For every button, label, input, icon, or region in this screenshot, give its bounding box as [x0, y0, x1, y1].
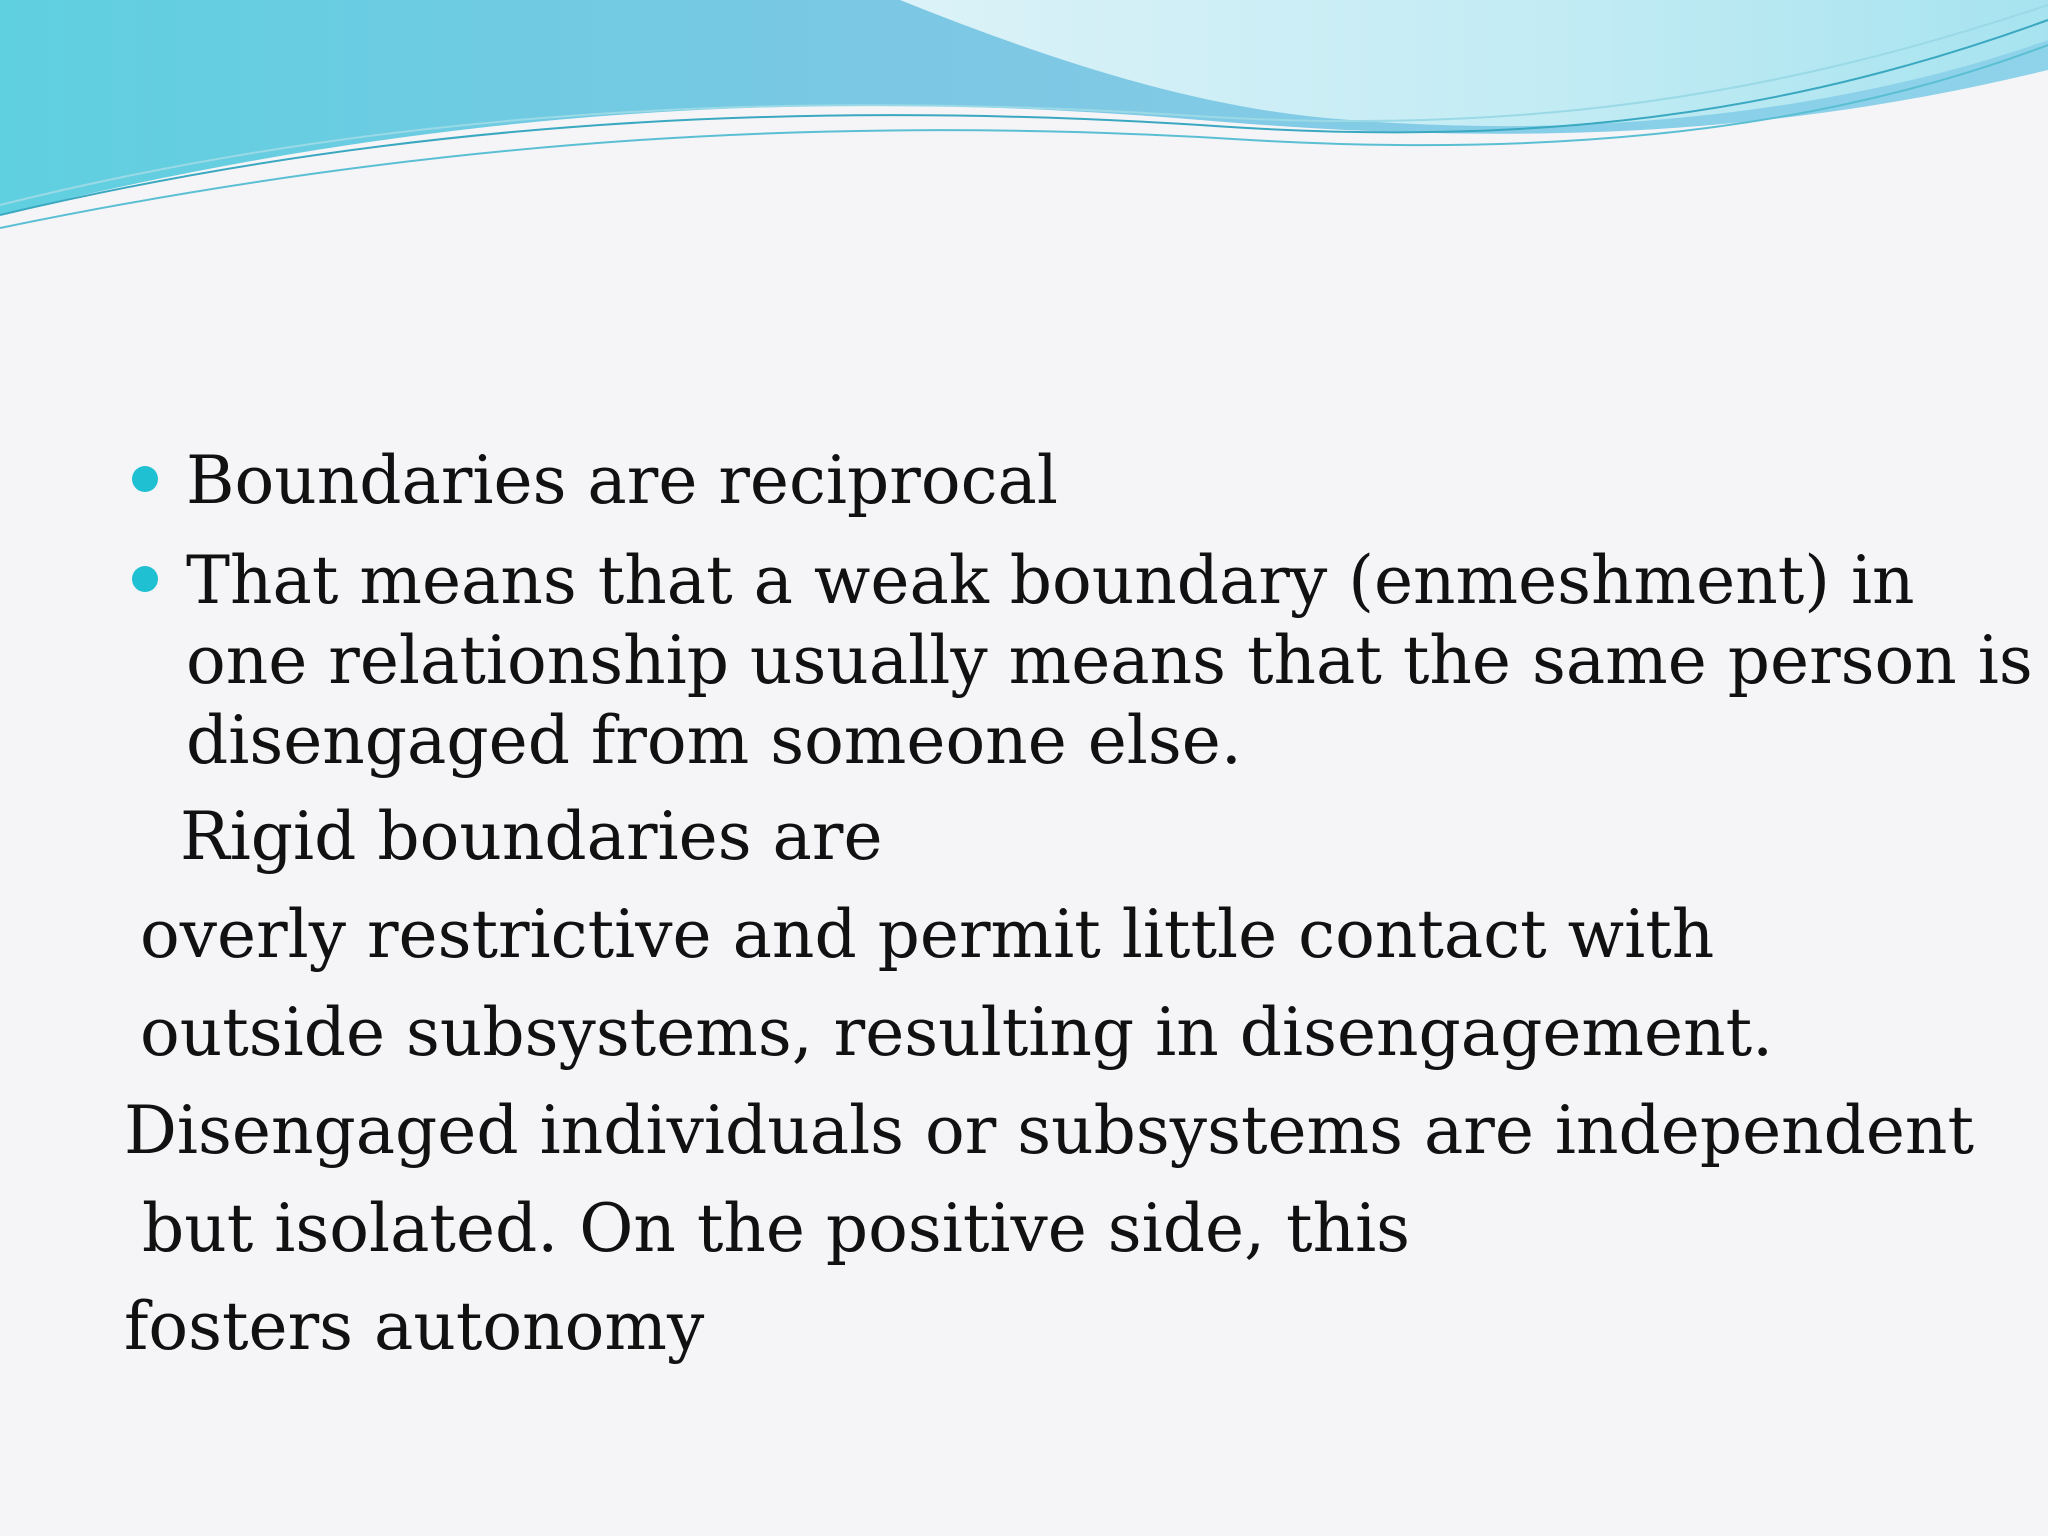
paragraph-line-5: but isolated. On the positive side, this — [142, 1190, 1411, 1267]
paragraph-line-3: outside subsystems, resulting in disengagement. — [140, 994, 1774, 1071]
paragraph-line-4: Disengaged individuals or subsystems are independent — [124, 1092, 1974, 1169]
paragraph-line-2: overly restrictive and permit little contact with — [140, 896, 1715, 973]
bullet-1-line-1: Boundaries are reciprocal — [186, 442, 1058, 519]
bullet-2-line-3: disengaged from someone else. — [186, 702, 1242, 779]
bullet-dot-icon — [132, 466, 158, 492]
header-wave-decoration — [0, 0, 2048, 260]
bullet-2-line-1: That means that a weak boundary (enmeshment) in — [186, 542, 1915, 619]
bullet-dot-icon — [132, 566, 158, 592]
paragraph-line-1: Rigid boundaries are — [180, 798, 883, 875]
paragraph-line-6: fosters autonomy — [124, 1288, 705, 1365]
bullet-2-line-2: one relationship usually means that the same person is — [186, 622, 2033, 699]
